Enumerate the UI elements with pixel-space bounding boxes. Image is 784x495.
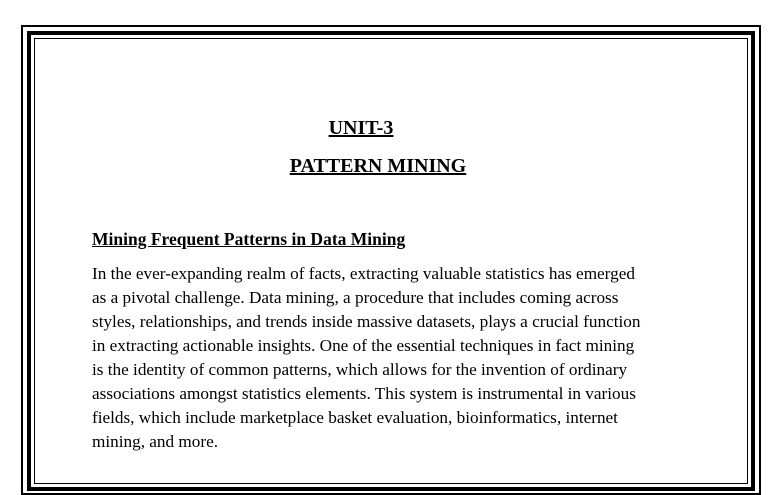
paragraph-line: mining, and more. xyxy=(92,432,219,451)
paragraph-line: is the identity of common patterns, which allows for the invention of ordinary xyxy=(92,360,628,379)
unit-title: PATTERN MINING xyxy=(289,155,467,177)
section-heading: Mining Frequent Patterns in Data Mining xyxy=(92,229,406,249)
body-paragraph xyxy=(92,262,732,454)
paragraph-line: associations amongst statistics elements. This system is instrumental in various xyxy=(92,384,636,403)
paragraph-line: in extracting actionable insights. One of the essential techniques in fact mining xyxy=(92,336,635,355)
paragraph-line: as a pivotal challenge. Data mining, a procedure that includes coming across xyxy=(92,288,619,307)
paragraph-line: fields, which include marketplace basket evaluation, bioinformatics, internet xyxy=(92,408,618,427)
unit-label: UNIT-3 xyxy=(328,117,394,139)
paragraph-line: styles, relationships, and trends inside massive datasets, plays a crucial function xyxy=(92,312,641,331)
paragraph-line: In the ever-expanding realm of facts, extracting valuable statistics has emerged xyxy=(92,264,635,283)
